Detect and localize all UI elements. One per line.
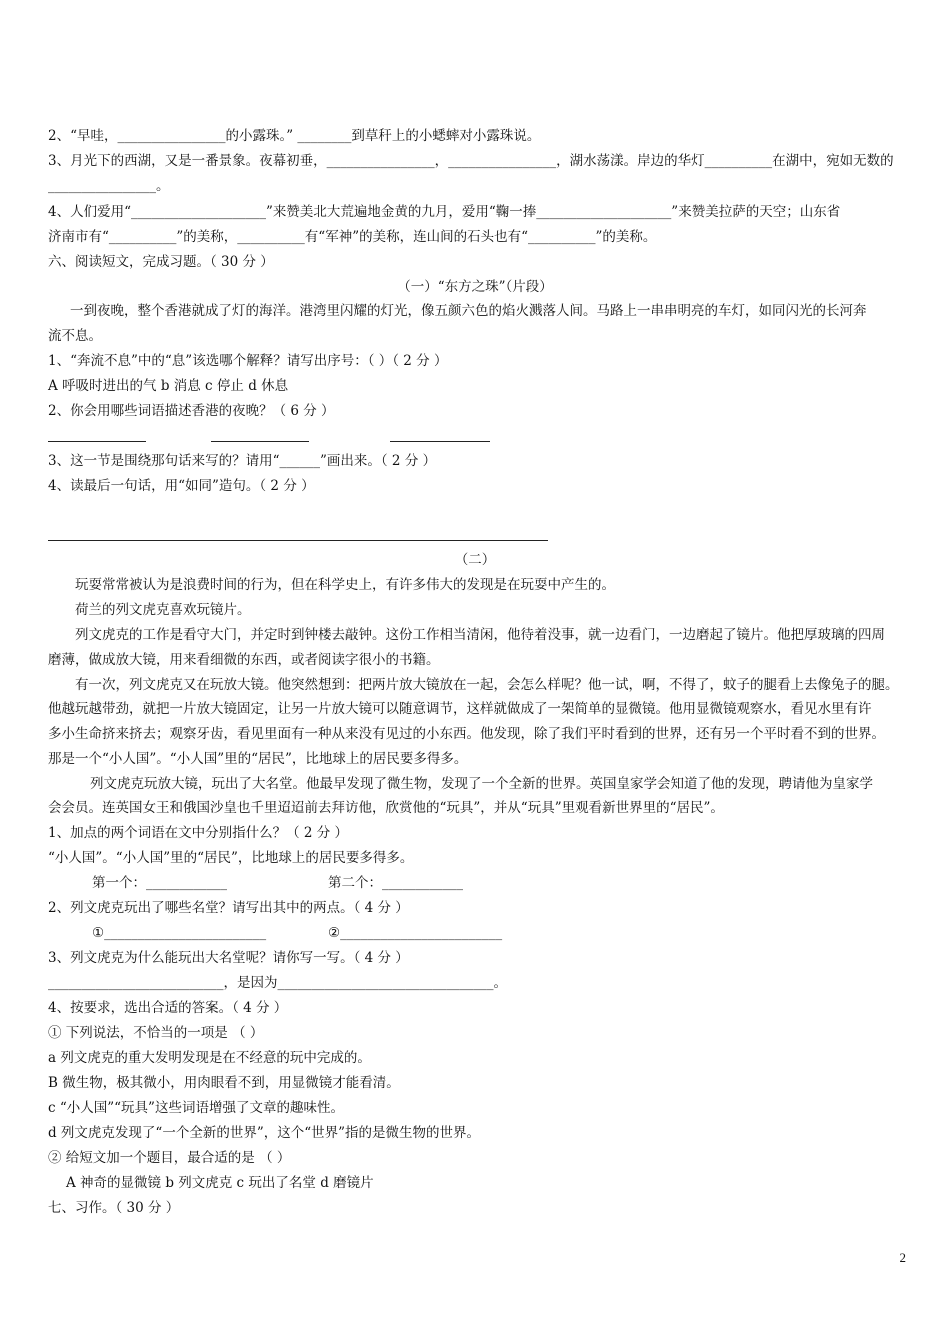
passage-two-para5-l1: 列文虎克玩放大镜，玩出了大名堂。他最早发现了微生物，发现了一个全新的世界。英国皇家学会知道了他的发现，聘请他为皇家学 bbox=[90, 776, 873, 792]
p2-q1-blank-second: 第二个：____________ bbox=[328, 875, 463, 891]
passage-two-para4-l1: 有一次，列文虎克又在玩放大镜。他突然想到：把两片放大镜放在一起，会怎么样呢？他一试，啊，不得了，蚊子的腿看上去像兔子的腿。 bbox=[75, 677, 899, 693]
passage-two-para3-l1: 列文虎克的工作是看守大门，并定时到钟楼去敲钟。这份工作相当清闲，他待着没事，就一边看门，一边磨起了镜片。他把厚玻璃的四周 bbox=[75, 627, 885, 643]
line-q3-cont: ________________。 bbox=[48, 178, 170, 194]
p2-q2-blank-two: ②________________________ bbox=[328, 925, 503, 941]
passage-two-para4-l4: 那是一个“小人国”。“小人国”里的“居民”，比地球上的居民要多得多。 bbox=[48, 751, 468, 767]
p1-question-2: 2、你会用哪些词语描述香港的夜晚？（ 6 分 ） bbox=[48, 403, 335, 419]
p1-question-3: 3、这一节是围绕那句话来写的？请用“______”画出来。（ 2 分 ） bbox=[48, 453, 437, 469]
passage-two-para4-l3: 多小生命挤来挤去；观察牙齿，看见里面有一种从来没有见过的小东西。他发现，除了我们平时看到的世界，还有另一个平时看不到的世界。 bbox=[48, 726, 885, 742]
passage-one-title: （一）“东方之珠”（片段） bbox=[397, 279, 553, 295]
passage-one-line1: 一到夜晚，整个香港就成了灯的海洋。港湾里闪耀的灯光，像五颜六色的焰火溅落人间。马路上一串串明亮的车灯，如同闪光的长河奔 bbox=[70, 303, 867, 319]
p2-q4-sub2: ② 给短文加一个题目，最合适的是 （ ） bbox=[48, 1150, 291, 1166]
answer-line bbox=[48, 441, 146, 442]
p2-q4-sub1: ① 下列说法，不恰当的一项是 （ ） bbox=[48, 1025, 264, 1041]
p2-question-2: 2、列文虎克玩出了哪些名堂？请写出其中的两点。（ 4 分 ） bbox=[48, 900, 409, 916]
answer-line bbox=[48, 540, 548, 541]
p2-q2-blank-one: ①________________________ bbox=[92, 925, 267, 941]
passage-two-para1: 玩耍常常被认为是浪费时间的行为，但在科学史上，有许多伟大的发现是在玩耍中产生的。 bbox=[75, 577, 615, 593]
passage-one-line2: 流不息。 bbox=[48, 328, 102, 344]
page-number: 2 bbox=[899, 1250, 906, 1265]
p2-q4-sub2-options: A 神奇的显微镜 b 列文虎克 c 玩出了名堂 d 磨镜片 bbox=[66, 1175, 374, 1191]
p1-question-4: 4、读最后一句话，用“如同”造句。（ 2 分 ） bbox=[48, 478, 315, 494]
line-q2-dewdrop: 2、“早哇，________________的小露珠。” ________到草秆上的小蟋蟀对小露珠说。 bbox=[48, 128, 541, 144]
p2-question-1: 1、加点的两个词语在文中分别指什么？（ 2 分 ） bbox=[48, 825, 349, 841]
answer-line bbox=[211, 441, 309, 442]
answer-line bbox=[390, 441, 490, 442]
section-seven-heading: 七、习作。（ 30 分 ） bbox=[48, 1200, 180, 1216]
line-q4-nicknames: 4、人们爱用“____________________”来赞美北大荒遍地金黄的九月，爱用“鞠一捧____________________”来赞美拉萨的天空；山东省 bbox=[48, 204, 841, 220]
section-six-heading: 六、阅读短文，完成习题。（ 30 分 ） bbox=[48, 254, 274, 270]
p2-question-4: 4、按要求，选出合适的答案。（ 4 分 ） bbox=[48, 1000, 288, 1016]
p2-q4-option-b: B 微生物，极其微小，用肉眼看不到，用显微镜才能看清。 bbox=[48, 1075, 400, 1091]
p2-question-1-quote: “小人国”。“小人国”里的“居民”，比地球上的居民要多得多。 bbox=[48, 850, 414, 866]
p2-q4-option-c: c “小人国”“玩具”这些词语增强了文章的趣味性。 bbox=[48, 1100, 344, 1116]
p2-question-3: 3、列文虎克为什么能玩出大名堂呢？请你写一写。（ 4 分 ） bbox=[48, 950, 409, 966]
p2-q3-answer: __________________________，是因为________________________________。 bbox=[48, 975, 507, 991]
passage-two-para2: 荷兰的列文虎克喜欢玩镜片。 bbox=[75, 602, 251, 618]
p2-q1-blank-first: 第一个：____________ bbox=[92, 875, 227, 891]
p1-question-1-options: A 呼吸时进出的气 b 消息 c 停止 d 休息 bbox=[48, 378, 289, 394]
p2-q4-option-d: d 列文虎克发现了“一个全新的世界”，这个“世界”指的是微生物的世界。 bbox=[48, 1125, 481, 1141]
line-q4-cont: 济南市有“__________”的美称，__________有“军神”的美称，连山间的石头也有“__________”的美称。 bbox=[48, 229, 657, 245]
p2-q4-option-a: a 列文虎克的重大发明发现是在不经意的玩中完成的。 bbox=[48, 1050, 371, 1066]
passage-two-para3-l2: 磨薄，做成放大镜，用来看细微的东西，或者阅读字很小的书籍。 bbox=[48, 652, 440, 668]
passage-two-title: （二） bbox=[454, 552, 496, 568]
passage-two-para4-l2: 他越玩越带劲，就把一片放大镜固定，让另一片放大镜可以随意调节，这样就做成了一架简单的显微镜。他用显微镜观察水，看见水里有许 bbox=[48, 701, 872, 717]
passage-two-para5-l2: 会会员。连英国女王和俄国沙皇也千里迢迢前去拜访他，欣赏他的“玩具”，并从“玩具”里观看新世界里的“居民”。 bbox=[48, 800, 724, 816]
line-q3-westlake: 3、月光下的西湖，又是一番景象。夜幕初垂，________________，________________，湖水荡漾。岸边的华灯__________在湖中，宛如无数的 bbox=[48, 153, 894, 169]
p1-question-1: 1、“奔流不息”中的“息”该选哪个解释？请写出序号：（ ）（ 2 分 ） bbox=[48, 353, 448, 369]
